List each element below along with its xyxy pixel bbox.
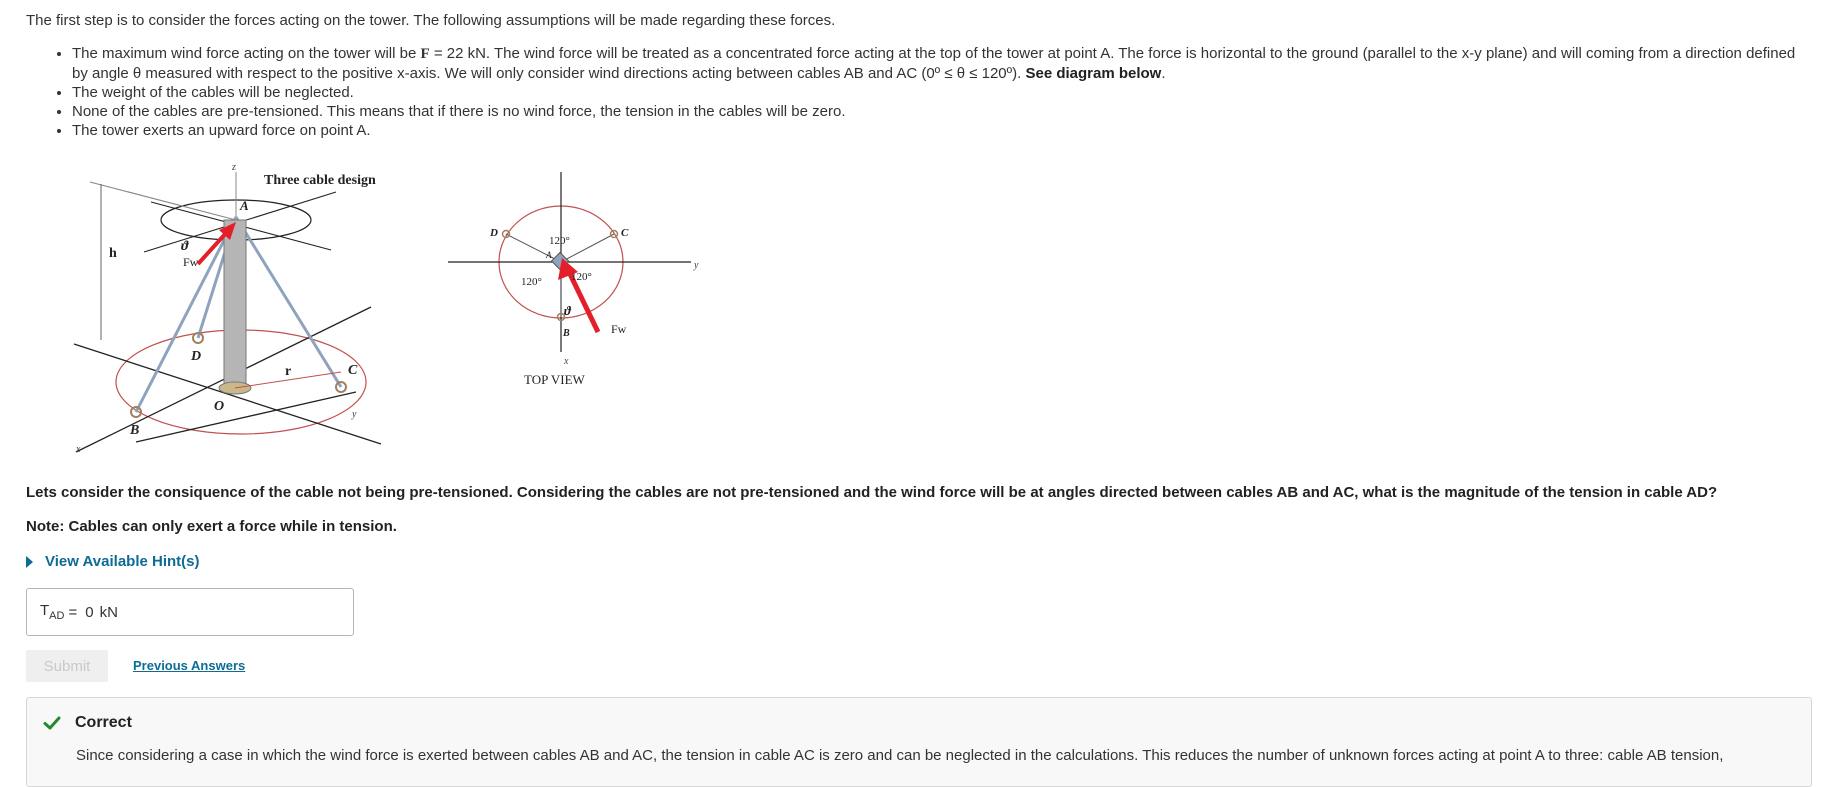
- assumption-item: [72, 44, 1812, 83]
- assumption-text: .: [1161, 65, 1166, 82]
- angle-label: 120°: [571, 271, 592, 283]
- figure-title: Three cable design: [264, 173, 376, 188]
- answer-var-subscript: AD: [49, 610, 65, 622]
- label-theta-top: ϑ: [564, 303, 571, 318]
- caret-right-icon: [26, 556, 33, 568]
- assumption-text: = 22 kN. The wind force will be treated as a concentrated force acting at the top of the tower at point A. The force is horizontal to the ground (parallel to the x-y plane) and will coming from a direction defined by angle θ measured with respect to the positive x-axis. We will only consider wind directions acting between cables AB and AC (0º ≤ θ ≤ 120º).: [72, 45, 1796, 82]
- answer-var-letter: T: [40, 602, 50, 619]
- feedback-header: [43, 714, 132, 732]
- label-y: y: [352, 409, 357, 420]
- answer-variable: [40, 602, 64, 622]
- label-theta: ϑ: [181, 239, 189, 254]
- label-a-top: A: [546, 250, 552, 260]
- answer-field[interactable]: [26, 588, 354, 636]
- label-z: z: [232, 162, 236, 173]
- label-c-top: C: [621, 227, 629, 239]
- label-y-top: y: [694, 260, 699, 271]
- answer-unit: kN: [99, 603, 118, 621]
- feedback-panel: [26, 697, 1812, 787]
- assumption-item: • The tower exerts an upward force on point A.: [72, 121, 1812, 140]
- previous-answers-link[interactable]: Previous Answers: [133, 658, 246, 673]
- note-text: Note: Cables can only exert a force while in tension.: [26, 518, 397, 535]
- label-x-top: x: [564, 356, 569, 367]
- assumptions-list: [26, 44, 1812, 140]
- tower-diagrams: [26, 162, 826, 462]
- answer-equals: =: [68, 603, 78, 621]
- label-a: A: [240, 198, 249, 213]
- label-h: h: [109, 246, 117, 261]
- label-fw: Fw: [183, 255, 199, 269]
- cable-ac: [236, 217, 341, 387]
- label-o: O: [214, 399, 225, 414]
- label-x: x: [76, 444, 81, 455]
- top-view-caption: TOP VIEW: [524, 372, 585, 387]
- assumption-text: The maximum wind force acting on the tower will be: [72, 45, 421, 62]
- hints-label: View Available Hint(s): [45, 553, 200, 570]
- angle-label: 120°: [549, 235, 570, 247]
- angle-label: 120°: [521, 276, 542, 288]
- view-hints-link[interactable]: [26, 553, 200, 570]
- assumption-item: • The weight of the cables will be neglected.: [72, 83, 1812, 102]
- assumption-item: • None of the cables are pre-tensioned. This means that if there is no wind force, the tension in the cables will be zero.: [72, 102, 1812, 121]
- label-d-top: D: [490, 227, 498, 239]
- feedback-body: Since considering a case in which the wind force is exerted between cables AB and AC, the tension in cable AC is zero and can be neglected in the calculations. This reduces the number of unknown forces acting at point A to three: cable AB tension,: [76, 747, 1724, 764]
- feedback-title: Correct: [75, 714, 132, 731]
- check-icon: [43, 714, 61, 732]
- see-diagram-text: See diagram below: [1025, 65, 1162, 82]
- label-b-top: B: [563, 328, 570, 339]
- intro-text: The first step is to consider the forces acting on the tower. The following assumptions will be made regarding these forces.: [26, 12, 836, 29]
- label-fw-top: Fw: [611, 322, 627, 336]
- answer-value: 0: [85, 603, 94, 621]
- label-c: C: [348, 363, 358, 378]
- label-d: D: [191, 349, 202, 364]
- force-symbol: F: [420, 46, 430, 62]
- label-b: B: [130, 423, 140, 438]
- question-text: Lets consider the consiquence of the cable not being pre-tensioned. Considering the cables are not pre-tensioned and the wind force will be at angles directed between cables AB and AC, what is the magnitude of the tension in cable AD?: [26, 484, 1718, 501]
- label-r: r: [285, 364, 292, 379]
- three-cable-design-figure: [74, 162, 381, 455]
- submit-button[interactable]: Submit: [26, 650, 108, 682]
- tower: [224, 220, 246, 388]
- top-view-figure: [448, 172, 699, 387]
